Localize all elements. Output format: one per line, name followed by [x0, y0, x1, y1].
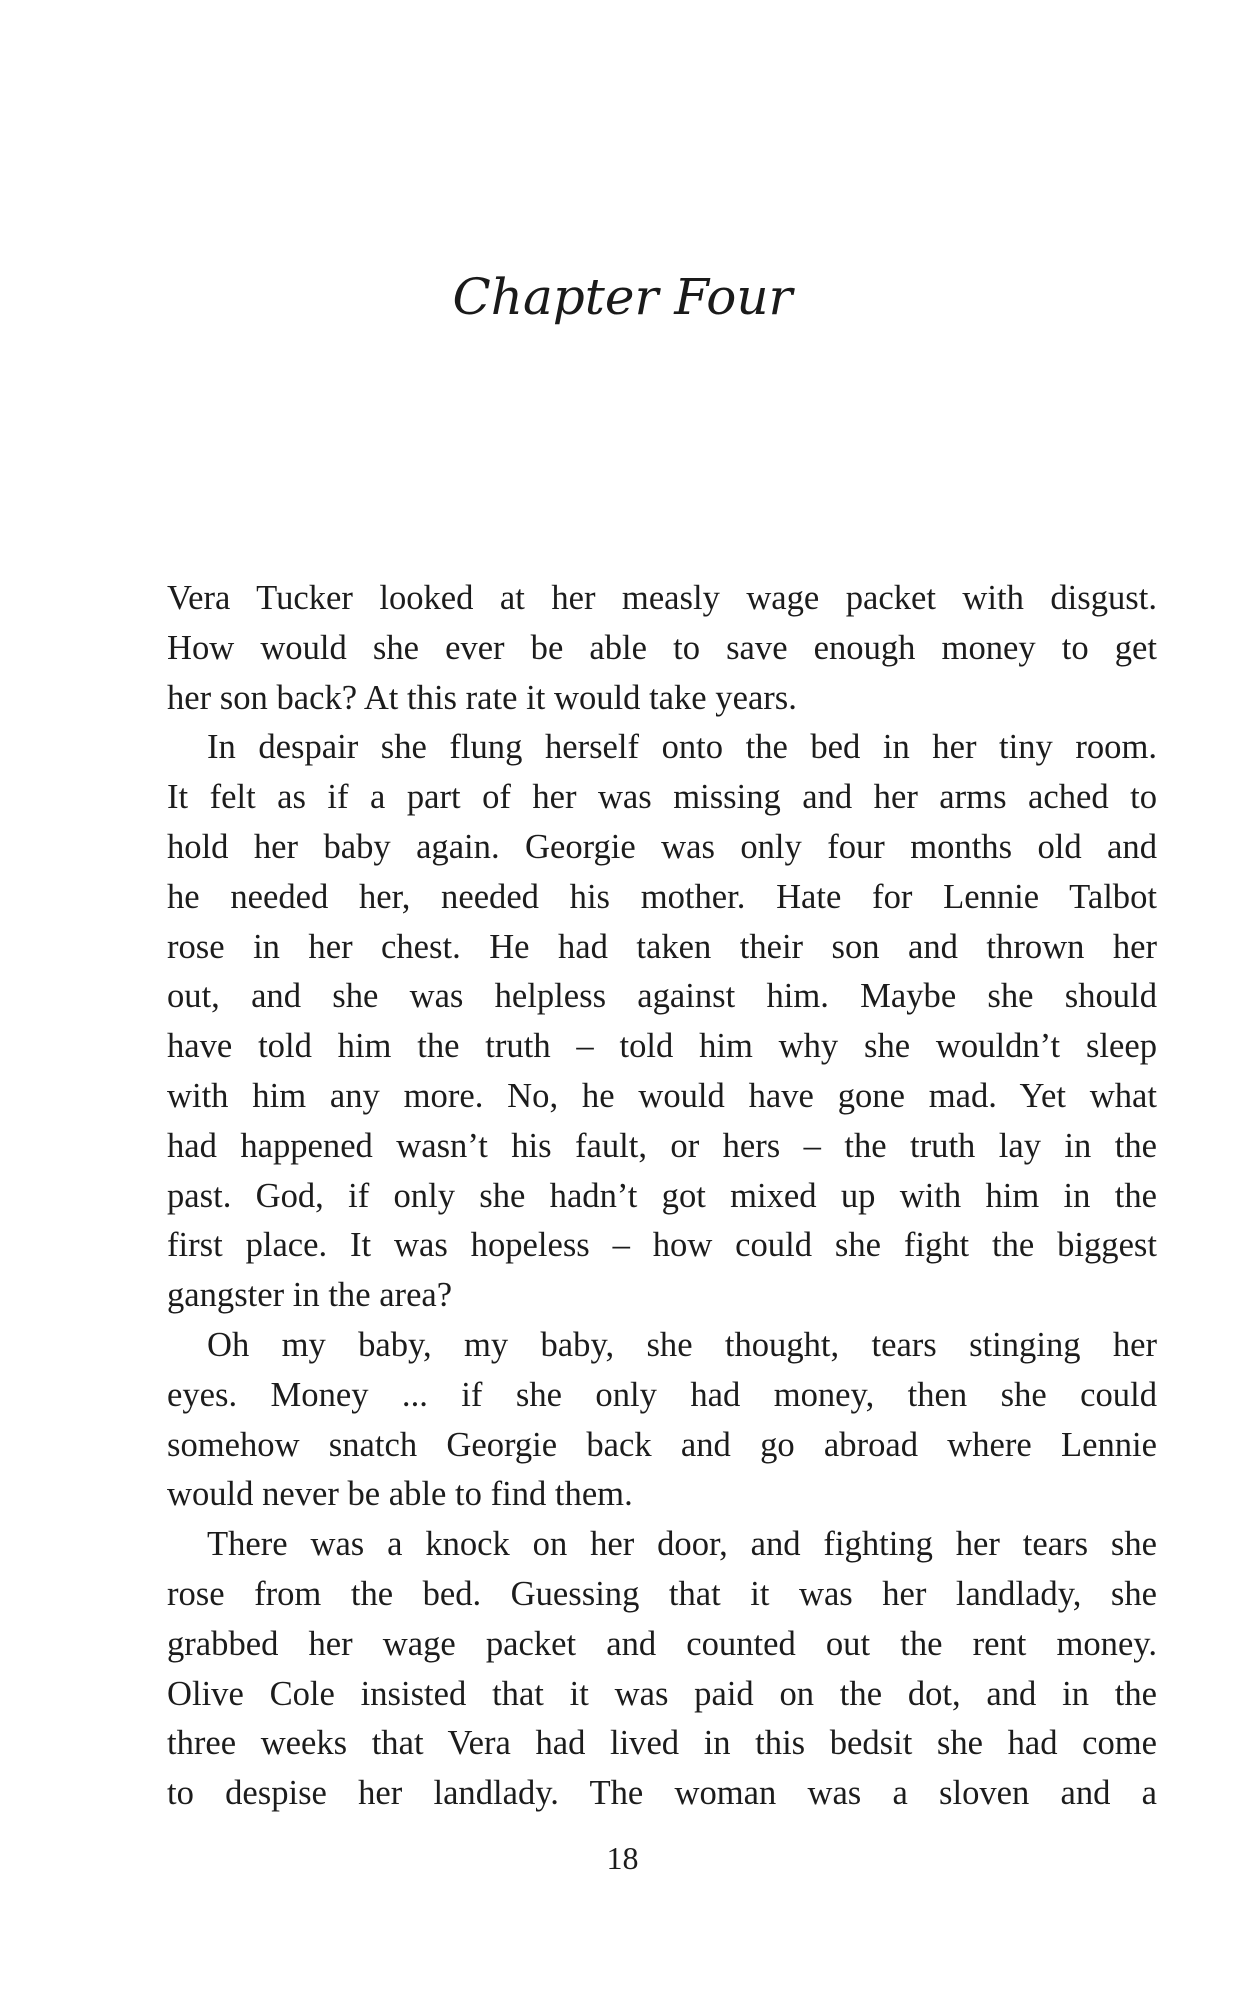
text-line: There was a knock on her door, and fighting her tears she — [207, 1525, 1157, 1564]
text-line: had happened wasn’t his fault, or hers – the truth lay in the — [167, 1126, 1157, 1165]
text-line: to despise her landlady. The woman was a sloven and a — [167, 1774, 1157, 1813]
text-line: Oh my baby, my baby, she thought, tears stinging her — [207, 1325, 1157, 1364]
text-line: have told him the truth – told him why she wouldn’t sleep — [167, 1027, 1157, 1066]
text-line: grabbed her wage packet and counted out the rent money. — [167, 1624, 1157, 1663]
chapter-title: Chapter Four — [452, 268, 793, 326]
text-line: rose from the bed. Guessing that it was her landlady, she — [167, 1574, 1157, 1613]
text-line: three weeks that Vera had lived in this bedsit she had come — [167, 1724, 1157, 1763]
text-line: gangster in the area? — [167, 1276, 453, 1315]
text-line: would never be able to find them. — [167, 1475, 633, 1514]
page-number: 18 — [606, 1840, 639, 1876]
text-line: first place. It was hopeless – how could she fight the biggest — [167, 1226, 1157, 1265]
text-line: somehow snatch Georgie back and go abroad where Lennie — [167, 1425, 1157, 1464]
text-line: It felt as if a part of her was missing and her arms ached to — [167, 778, 1157, 817]
text-line: In despair she flung herself onto the bed in her tiny room. — [207, 728, 1157, 767]
text-line: her son back? At this rate it would take years. — [167, 678, 797, 717]
text-line: past. God, if only she hadn’t got mixed up with him in the — [167, 1176, 1157, 1215]
text-line: out, and she was helpless against him. Maybe she should — [167, 977, 1157, 1016]
text-line: Vera Tucker looked at her measly wage packet with disgust. — [167, 579, 1157, 617]
text-line: hold her baby again. Georgie was only four months old and — [167, 827, 1157, 866]
text-line: eyes. Money ... if she only had money, then she could — [167, 1375, 1157, 1414]
text-line: Olive Cole insisted that it was paid on the dot, and in the — [167, 1674, 1157, 1713]
text-line: rose in her chest. He had taken their son and thrown her — [167, 927, 1157, 966]
text-line: he needed her, needed his mother. Hate for Lennie Talbot — [167, 877, 1157, 916]
text-line: with him any more. No, he would have gone mad. Yet what — [167, 1076, 1157, 1115]
text-line: How would she ever be able to save enough money to get — [167, 628, 1157, 667]
body-text — [167, 574, 1157, 1819]
